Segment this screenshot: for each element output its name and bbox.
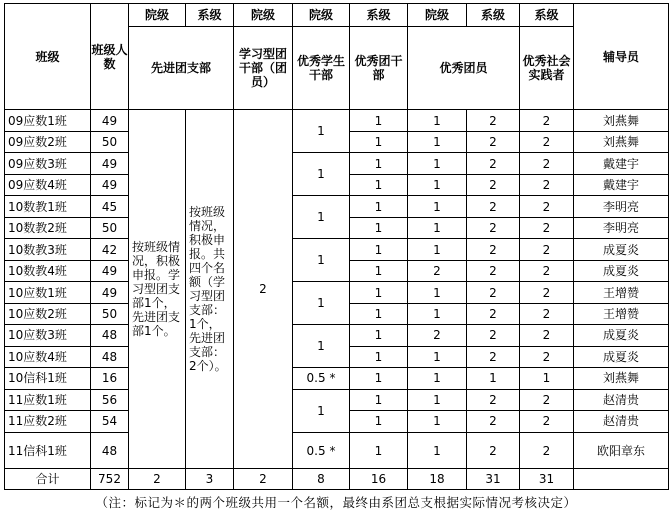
header-level: 院级 <box>234 4 293 27</box>
counselor-cell: 成夏炎 <box>574 260 669 281</box>
counselor-cell: 戴建宇 <box>574 153 669 174</box>
counselor-cell: 刘燕舞 <box>574 110 669 131</box>
class-cell: 09应数1班 <box>5 110 91 131</box>
header-class: 班级 <box>5 4 91 110</box>
counselor-cell: 成夏炎 <box>574 325 669 346</box>
counselor-cell: 刘燕舞 <box>574 131 669 152</box>
dept-branch-note: 按班级情况，积极申报。共四个名额（学习型团支部：1个，先进团支部：2个）。 <box>186 110 234 469</box>
advanced-branch-note: 按班级情况，积极申报。学习型团支部1个，先进团支部1个。 <box>129 110 186 469</box>
value-cell: 1 <box>408 282 467 303</box>
value-cell: 1 <box>408 303 467 324</box>
value-cell: 2 <box>520 432 574 469</box>
value-cell: 2 <box>467 217 520 238</box>
total-value: 3 <box>186 469 234 490</box>
counselor-cell: 戴建宇 <box>574 174 669 195</box>
table-row <box>5 110 669 131</box>
counselor-cell: 刘燕舞 <box>574 368 669 389</box>
count-cell: 50 <box>91 303 129 324</box>
value-cell: 2 <box>467 389 520 410</box>
value-cell: 1 <box>408 110 467 131</box>
value-cell: 2 <box>520 196 574 217</box>
value-cell: 1 <box>408 368 467 389</box>
table-row <box>5 432 669 469</box>
header-level: 系级 <box>350 4 408 27</box>
value-cell: 2 <box>520 131 574 152</box>
total-row <box>5 469 669 490</box>
header-level: 系级 <box>467 4 520 27</box>
value-cell: 2 <box>467 260 520 281</box>
value-cell: 2 <box>520 282 574 303</box>
class-cell: 09应数3班 <box>5 153 91 174</box>
count-cell: 49 <box>91 260 129 281</box>
value-cell: 1 <box>408 346 467 367</box>
count-cell: 49 <box>91 153 129 174</box>
total-value: 31 <box>520 469 574 490</box>
count-cell: 50 <box>91 131 129 152</box>
class-cell: 10数教4班 <box>5 260 91 281</box>
header-excellent-member: 优秀团员 <box>408 26 520 110</box>
value-cell: 1 <box>350 174 408 195</box>
student-cadre-cell: 1 <box>293 110 350 153</box>
value-cell: 1 <box>408 196 467 217</box>
value-cell: 1 <box>467 368 520 389</box>
footnote: （注：标记为＊的两个班级共用一个名额，最终由系团总支根据实际情况考核决定） <box>95 495 577 510</box>
table-row <box>5 282 669 303</box>
value-cell: 1 <box>408 389 467 410</box>
value-cell: 2 <box>467 239 520 260</box>
value-cell: 1 <box>350 239 408 260</box>
value-cell: 2 <box>467 411 520 432</box>
student-cadre-cell: 1 <box>293 239 350 282</box>
value-cell: 1 <box>408 153 467 174</box>
count-cell: 45 <box>91 196 129 217</box>
class-cell: 11信科1班 <box>5 432 91 469</box>
count-cell: 49 <box>91 174 129 195</box>
table-row <box>5 389 669 410</box>
value-cell: 1 <box>350 389 408 410</box>
table-row <box>5 196 669 217</box>
value-cell: 2 <box>467 346 520 367</box>
value-cell: 1 <box>350 325 408 346</box>
student-cadre-cell: 1 <box>293 389 350 432</box>
total-value: 16 <box>350 469 408 490</box>
value-cell: 2 <box>467 153 520 174</box>
value-cell: 2 <box>408 260 467 281</box>
value-cell: 2 <box>520 303 574 324</box>
value-cell: 2 <box>520 325 574 346</box>
counselor-cell: 李明亮 <box>574 217 669 238</box>
counselor-cell: 欧阳章东 <box>574 432 669 469</box>
counselor-cell: 赵清贵 <box>574 411 669 432</box>
class-cell: 09应数2班 <box>5 131 91 152</box>
class-cell: 10信科1班 <box>5 368 91 389</box>
value-cell: 1 <box>350 153 408 174</box>
total-label: 合计 <box>5 469 91 490</box>
value-cell: 2 <box>467 131 520 152</box>
count-cell: 48 <box>91 325 129 346</box>
table-row <box>5 368 669 389</box>
student-cadre-cell: 1 <box>293 325 350 368</box>
value-cell: 1 <box>350 260 408 281</box>
value-cell: 1 <box>350 131 408 152</box>
total-count: 752 <box>91 469 129 490</box>
counselor-cell: 王增赞 <box>574 282 669 303</box>
header-learning-cadre: 学习型团干部（团员） <box>234 26 293 110</box>
value-cell: 1 <box>408 239 467 260</box>
count-cell: 49 <box>91 282 129 303</box>
quota-table <box>4 3 669 490</box>
count-cell: 48 <box>91 346 129 367</box>
count-cell: 49 <box>91 110 129 131</box>
header-level: 院级 <box>129 4 186 27</box>
count-cell: 48 <box>91 432 129 469</box>
header-level: 院级 <box>408 4 467 27</box>
value-cell: 2 <box>520 239 574 260</box>
class-cell: 09应数4班 <box>5 174 91 195</box>
value-cell: 1 <box>520 368 574 389</box>
total-value: 8 <box>293 469 350 490</box>
counselor-cell: 李明亮 <box>574 196 669 217</box>
value-cell: 1 <box>350 196 408 217</box>
value-cell: 1 <box>350 303 408 324</box>
header-student-cadre: 优秀学生干部 <box>293 26 350 110</box>
value-cell: 2 <box>520 260 574 281</box>
total-value: 18 <box>408 469 467 490</box>
value-cell: 2 <box>467 282 520 303</box>
value-cell: 2 <box>408 325 467 346</box>
value-cell: 2 <box>467 325 520 346</box>
value-cell: 1 <box>408 131 467 152</box>
total-value: 2 <box>234 469 293 490</box>
class-cell: 10数教3班 <box>5 239 91 260</box>
header-level: 院级 <box>293 4 350 27</box>
class-cell: 10应数1班 <box>5 282 91 303</box>
header-counselor: 辅导员 <box>574 4 669 110</box>
total-value: 2 <box>129 469 186 490</box>
value-cell: 1 <box>350 282 408 303</box>
class-cell: 10应数3班 <box>5 325 91 346</box>
value-cell: 1 <box>350 411 408 432</box>
student-cadre-cell: 0.5 * <box>293 368 350 389</box>
counselor-cell: 成夏炎 <box>574 346 669 367</box>
count-cell: 50 <box>91 217 129 238</box>
class-cell: 11应数1班 <box>5 389 91 410</box>
header-league-cadre: 优秀团干部 <box>350 26 408 110</box>
value-cell: 1 <box>408 411 467 432</box>
value-cell: 2 <box>467 303 520 324</box>
count-cell: 56 <box>91 389 129 410</box>
value-cell: 2 <box>467 432 520 469</box>
student-cadre-cell: 1 <box>293 282 350 325</box>
value-cell: 2 <box>520 346 574 367</box>
value-cell: 2 <box>467 196 520 217</box>
value-cell: 2 <box>520 174 574 195</box>
value-cell: 1 <box>350 432 408 469</box>
learning-cadre-value: 2 <box>234 110 293 469</box>
value-cell: 1 <box>350 110 408 131</box>
table-row <box>5 325 669 346</box>
counselor-cell: 王增赞 <box>574 303 669 324</box>
student-cadre-cell: 0.5 * <box>293 432 350 469</box>
count-cell: 42 <box>91 239 129 260</box>
counselor-cell: 赵清贵 <box>574 389 669 410</box>
counselor-cell: 成夏炎 <box>574 239 669 260</box>
header-level: 系级 <box>186 4 234 27</box>
student-cadre-cell: 1 <box>293 153 350 196</box>
value-cell: 1 <box>408 217 467 238</box>
table-row <box>5 239 669 260</box>
value-cell: 1 <box>350 346 408 367</box>
header-count: 班级人数 <box>91 4 129 110</box>
header-level-row <box>5 4 669 27</box>
header-social-practice: 优秀社会实践者 <box>520 26 574 110</box>
value-cell: 2 <box>520 110 574 131</box>
count-cell: 54 <box>91 411 129 432</box>
value-cell: 2 <box>467 110 520 131</box>
value-cell: 1 <box>350 368 408 389</box>
value-cell: 2 <box>520 153 574 174</box>
total-value <box>574 469 669 490</box>
class-cell: 11应数2班 <box>5 411 91 432</box>
value-cell: 1 <box>350 217 408 238</box>
class-cell: 10数教2班 <box>5 217 91 238</box>
value-cell: 2 <box>520 217 574 238</box>
class-cell: 10数教1班 <box>5 196 91 217</box>
value-cell: 1 <box>408 432 467 469</box>
student-cadre-cell: 1 <box>293 196 350 239</box>
header-advanced-branch: 先进团支部 <box>129 26 234 110</box>
header-level: 系级 <box>520 4 574 27</box>
value-cell: 2 <box>520 411 574 432</box>
value-cell: 2 <box>520 389 574 410</box>
value-cell: 1 <box>408 174 467 195</box>
total-value: 31 <box>467 469 520 490</box>
class-cell: 10应数4班 <box>5 346 91 367</box>
value-cell: 2 <box>467 174 520 195</box>
count-cell: 16 <box>91 368 129 389</box>
class-cell: 10应数2班 <box>5 303 91 324</box>
table-row <box>5 153 669 174</box>
